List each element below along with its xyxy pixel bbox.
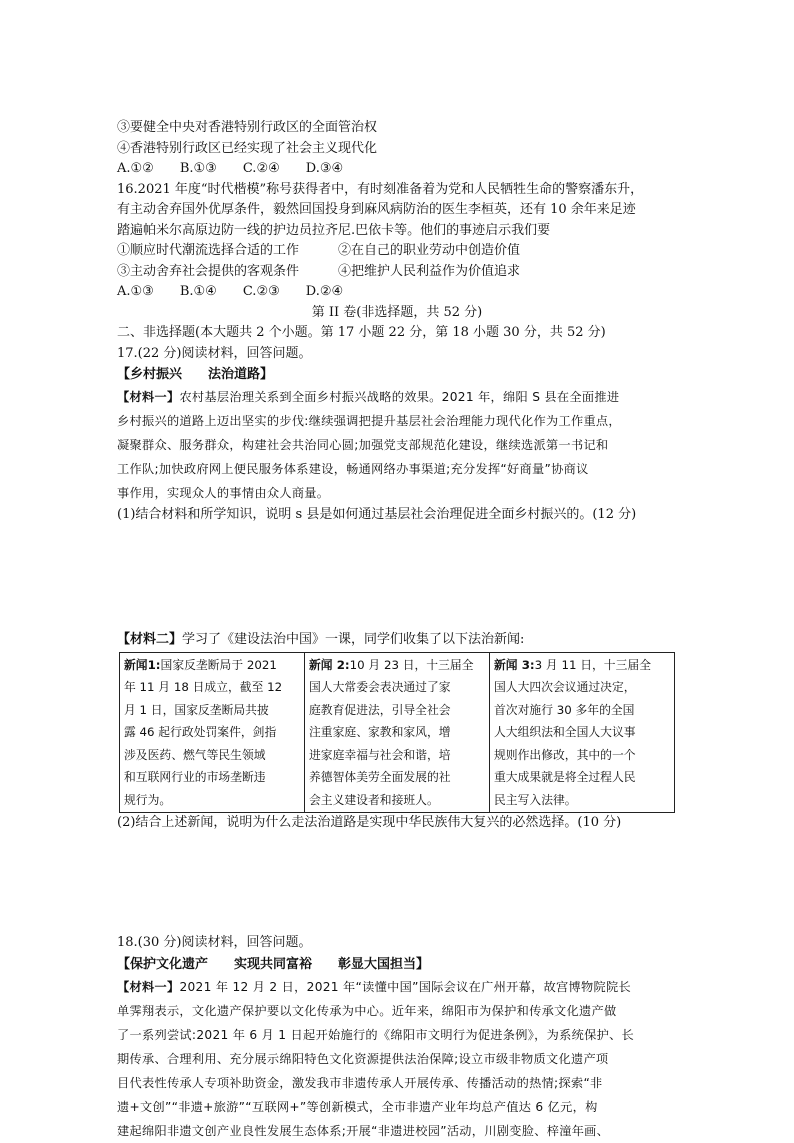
q18-material-1-label: 【材料一】 <box>117 979 180 994</box>
q18-material-1-line: 单霁翔表示，文化遗产保护要以文化传承为中心。近年来，绵阳市为保护和传承文化遗产做 <box>117 1003 617 1018</box>
news-line: 涉及医药、燃气等民生领域 <box>124 747 266 762</box>
q15-choices: A.①② B.①③ C.②④ D.③④ <box>117 161 344 176</box>
q17-heading: 17.(22 分)阅读材料，回答问题。 <box>117 345 312 361</box>
news-line: 人大组织法和全国人大议事 <box>494 725 636 739</box>
q16-options-line-1: ①顺应时代潮流选择合适的工作 ②在自己的职业劳动中创造价值 <box>117 243 521 258</box>
news-line: 养德智体美劳全面发展的社 <box>309 770 451 784</box>
news-line: 月 1 日，国家反垄断局共披 <box>124 702 269 717</box>
news-line: 露 46 起行政处罚案件，剑指 <box>124 725 277 739</box>
q17-material-1-line: 工作队;加快政府网上便民服务体系建设，畅通网络办事渠道;充分发挥“好商量”协商议 <box>117 462 589 476</box>
q16-stem-line-1: 16.2021 年度“时代楷模”称号获得者中，有时刻准备着为党和人民牺牲生命的警察潘东升， <box>117 181 644 197</box>
news-line: 和互联网行业的市场垄断违 <box>124 770 266 784</box>
q17-material-2-label: 【材料二】 <box>117 632 183 647</box>
news-line: 3 月 11 日，十三届全 <box>534 657 651 672</box>
q17-subquestion-1: (1)结合材料和所学知识，说明 s 县是如何通过基层社会治理促进全面乡村振兴的。(12 分) <box>117 507 637 522</box>
news-1-title: 新闻1: <box>124 657 161 672</box>
news-line: 国人大四次会议通过决定， <box>494 680 636 694</box>
news-line: 规行为。 <box>124 792 172 807</box>
news-2-title: 新闻 2: <box>309 657 350 672</box>
q18-material-1-line: 2021 年 12 月 2 日，2021 年“读懂中国”国际会议在广州开幕，故宫博物院院长 <box>179 979 631 994</box>
q18-material-1-line: 目代表性传承人专项补助资金，激发我市非遗传承人开展传承、传播活动的热情;探索“非 <box>117 1075 603 1090</box>
q18-material-1-line: 期传承、合理利用、充分展示绵阳特色文化资源提供法治保障;设立市级非物质文化遗产项 <box>117 1051 609 1066</box>
news-line: 国家反垄断局于 2021 <box>160 657 277 672</box>
q17-material-2-text: 学习了《建设法治中国》一课，同学们收集了以下法治新闻: <box>182 632 525 647</box>
q18-theme: 【保护文化遗产 实现共同富裕 彰显大国担当】 <box>117 956 430 972</box>
exam-page <box>117 118 677 1143</box>
news-line: 首次对施行 30 多年的全国 <box>494 702 635 717</box>
q18-material-1-line: 遗+文创”“非遗+旅游”“互联网+”等创新模式，全市非遗产业年均总产值达 6 亿元，构 <box>117 1099 598 1114</box>
q17-material-1 <box>117 385 677 505</box>
q16-stem-line-3: 踏遍帕米尔高原边防一线的护边员拉齐尼.巴依卡等。他们的事迹启示我们要 <box>117 222 551 238</box>
q17-theme: 【乡村振兴 法治道路】 <box>117 367 274 382</box>
news-line: 民主写入法律。 <box>494 792 577 807</box>
q18-material-1-line: 了一系列尝试:2021 年 6 月 1 日起开始施行的《绵阳市文明行为促进条例》，为系统保护、长 <box>117 1027 635 1042</box>
q17-material-1-label: 【材料一】 <box>117 390 180 404</box>
news-line: 注重家庭、家教和家风，增 <box>309 725 451 739</box>
answer-space-2 <box>117 833 677 933</box>
news-cell-1 <box>120 652 305 813</box>
news-line: 规则作出修改，其中的一个 <box>494 747 636 762</box>
news-line: 庭教育促进法，引导全社会 <box>309 702 451 717</box>
news-line: 10 月 23 日，十三届全 <box>349 657 474 672</box>
q17-material-1-line: 事作用，实现众人的事情由众人商量。 <box>117 486 330 500</box>
news-3-title: 新闻 3: <box>494 657 535 672</box>
answer-space-1 <box>117 525 677 630</box>
q17-subquestion-2: (2)结合上述新闻，说明为什么走法治道路是实现中华民族伟大复兴的必然选择。(10 分) <box>117 815 622 830</box>
q17-material-1-line: 乡村振兴的道路上迈出坚实的步伐:继续强调把提升基层社会治理能力现代化作为工作重点， <box>117 414 621 428</box>
q17-material-1-line: 农村基层治理关系到全面乡村振兴战略的效果。2021 年，绵阳 S 县在全面推进 <box>179 390 620 404</box>
part2-intro: 二、非选择题(本大题共 2 个小题。第 17 小题 22 分，第 18 小题 30 分，共 52 分) <box>117 325 606 340</box>
q16-stem-line-2: 有主动舍弃国外优厚条件，毅然回国投身到麻风病防治的医生李桓英，还有 10 余年来足迹 <box>117 202 636 217</box>
news-table <box>119 652 675 814</box>
part2-title: 第 II 卷(非选择题，共 52 分) <box>311 304 483 320</box>
news-line: 年 11 月 18 日成立，截至 12 <box>124 680 283 694</box>
q18-material-1-line: 建起绵阳非遗文创产业良性发展生态体系;开展“非遗进校园”活动，川剧变脸、梓潼年画、 <box>117 1123 610 1138</box>
q16-choices: A.①③ B.①④ C.②③ D.②④ <box>117 284 344 299</box>
q15-option-4: ④香港特别行政区已经实现了社会主义现代化 <box>117 140 378 156</box>
news-line: 会主义建设者和接班人。 <box>309 792 439 807</box>
news-line: 进家庭幸福与社会和谐，培 <box>309 747 451 762</box>
q16-options-line-2: ③主动舍弃社会提供的客观条件 ④把维护人民利益作为价值追求 <box>117 263 521 279</box>
news-cell-2 <box>305 652 490 813</box>
news-line: 国人大常委会表决通过了家 <box>309 680 451 694</box>
q15-option-3: ③要健全中央对香港特别行政区的全面管治权 <box>117 120 378 135</box>
news-cell-3 <box>490 652 675 813</box>
q17-material-1-line: 凝聚群众、服务群众，构建社会共治同心圆;加强党支部规范化建设，继续选派第一书记和 <box>117 438 609 452</box>
q18-material-1 <box>117 975 677 1143</box>
news-line: 重大成果就是将全过程人民 <box>494 770 636 784</box>
q18-heading: 18.(30 分)阅读材料，回答问题。 <box>117 935 312 950</box>
